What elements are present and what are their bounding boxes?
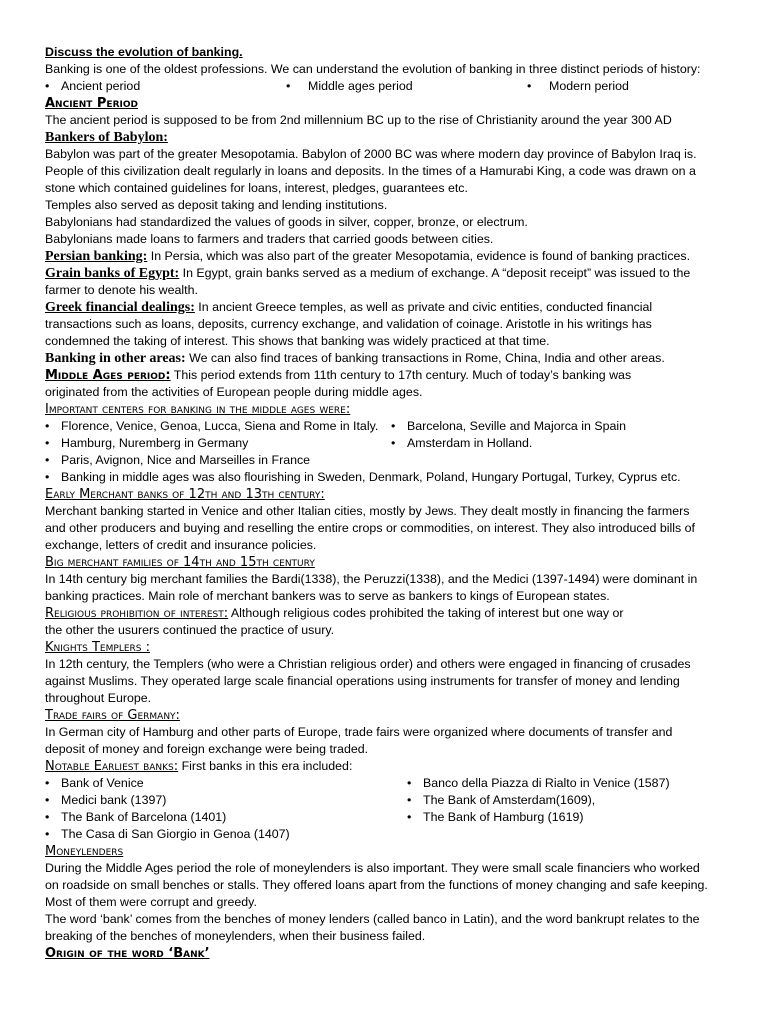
section-heading: Knights Templers : xyxy=(45,640,150,655)
list-item: • Banking in middle ages was also flourishing in Sweden, Denmark, Poland, Hungary Portugal, Turkey, Cyprus etc. xyxy=(45,470,681,484)
paragraph-line: Babylonians made loans to farmers and traders that carried goods between cities. xyxy=(45,232,494,246)
paragraph-line: throughout Europe. xyxy=(45,691,152,705)
paragraph-line: Babylon was part of the greater Mesopotamia. Babylon of 2000 BC was where modern day province of Babylon Iraq is. xyxy=(45,147,697,161)
paragraph-line: and other producers and buying and reselling the entire crops or commodities, on interest. They also introduced bills of xyxy=(45,521,695,535)
bullet-icon: • xyxy=(45,793,50,807)
bullet-icon: • xyxy=(407,793,412,807)
list-item: • Bank of Venice xyxy=(45,776,144,790)
paragraph-line: Temples also served as deposit taking and lending institutions. xyxy=(45,198,388,212)
section-heading: Big merchant families of 14th and 15th century xyxy=(45,555,315,570)
paragraph-line: In German city of Hamburg and other parts of Europe, trade fairs were organized where documents of transfer and xyxy=(45,725,673,739)
paragraph-line: on roadside on small benches or stalls. They offered loans apart from the functions of money changing and safe keeping. xyxy=(45,878,708,892)
document-title: Discuss the evolution of banking. xyxy=(45,45,243,59)
section-heading: Early Merchant banks of 12th and 13th century: xyxy=(45,487,325,502)
list-item: • Banco della Piazza di Rialto in Venice (1587) xyxy=(407,776,670,790)
bullet-icon: • xyxy=(45,470,50,484)
paragraph: Middle Ages period: This period extends from 11th century to 17th century. Much of today’s banking was xyxy=(45,368,632,383)
paragraph-line: In 12th century, the Templers (who were a Christian religious order) and others were engaged in financing of crusades xyxy=(45,657,691,671)
paragraph-line: deposit of money and foreign exchange were being traded. xyxy=(45,742,369,756)
list-item: • Hamburg, Nuremberg in Germany xyxy=(45,436,249,450)
notable-banks-list xyxy=(45,775,728,843)
section-heading: Origin of the word ‘Bank’ xyxy=(45,946,210,961)
paragraph-line: exchange, letters of credit and insurance policies. xyxy=(45,538,317,552)
bullet-icon: • xyxy=(391,419,396,433)
paragraph-line: stone which contained guidelines for loans, interest, pledges, guarantees etc. xyxy=(45,181,468,195)
bullet-icon: • xyxy=(45,827,50,841)
paragraph: Banking in other areas: We can also find traces of banking transactions in Rome, China, India and other areas. xyxy=(45,351,665,366)
paragraph-line: farmer to denote his wealth. xyxy=(45,283,198,297)
section-heading: Persian banking: xyxy=(45,249,148,264)
paragraph: The ancient period is supposed to be from 2nd millennium BC up to the rise of Christianity around the year 300 AD xyxy=(45,113,672,127)
section-heading: Ancient Period xyxy=(45,96,138,111)
bullet-icon: • xyxy=(45,419,50,433)
list-item: • Florence, Venice, Genoa, Lucca, Siena and Rome in Italy. xyxy=(45,419,379,433)
list-item: • Barcelona, Seville and Majorca in Spain xyxy=(391,419,627,433)
paragraph-line: Merchant banking started in Venice and other Italian cities, mostly by Jews. They dealt mostly in financing the farmers xyxy=(45,504,690,518)
paragraph-line: transactions such as loans, deposits, currency exchange, and validation of coinage. Aristotle in his writings has xyxy=(45,317,652,331)
bullet-icon: • xyxy=(527,79,532,93)
list-item: • The Casa di San Giorgio in Genoa (1407) xyxy=(45,827,290,841)
section-heading: Important centers for banking in the middle ages were: xyxy=(45,402,351,417)
list-item: • Middle ages period xyxy=(286,79,413,93)
bullet-icon: • xyxy=(391,436,396,450)
section-heading: Greek financial dealings: xyxy=(45,300,195,315)
section-heading: Moneylenders xyxy=(45,844,124,859)
section-heading: Trade fairs of Germany: xyxy=(45,708,180,723)
paragraph-line: People of this civilization dealt regularly in loans and deposits. In the times of a Hamurabi King, a code was drawn on a xyxy=(45,164,696,178)
paragraph: Notable Earliest banks: First banks in this era included: xyxy=(45,759,353,774)
paragraph-line: against Muslims. They operated large scale financial operations using instruments for transfer of money and lending xyxy=(45,674,680,688)
list-item: • The Bank of Hamburg (1619) xyxy=(407,810,584,824)
list-item: • The Bank of Barcelona (1401) xyxy=(45,810,227,824)
bullet-icon: • xyxy=(45,776,50,790)
periods-list xyxy=(45,78,728,95)
paragraph-line: In 14th century big merchant families the Bardi(1338), the Peruzzi(1338), and the Medici (1397-1494) were dominant in xyxy=(45,572,698,586)
paragraph: Grain banks of Egypt: In Egypt, grain banks served as a medium of exchange. A “deposit receipt” was issued to the xyxy=(45,266,691,281)
paragraph-line: The word ‘bank’ comes from the benches of money lenders (called banco in Latin), and the word bankrupt relates to the xyxy=(45,912,700,926)
list-item: • Modern period xyxy=(527,79,629,93)
section-heading: Notable Earliest banks: xyxy=(45,759,179,774)
paragraph-line: banking practices. Main role of merchant bankers was to serve as bankers to kings of European states. xyxy=(45,589,610,603)
list-item: • The Bank of Amsterdam(1609), xyxy=(407,793,596,807)
section-heading: Religious prohibition of interest: xyxy=(45,606,229,621)
bullet-icon: • xyxy=(45,810,50,824)
paragraph: Persian banking: In Persia, which was also part of the greater Mesopotamia, evidence is found of banking practices. xyxy=(45,249,691,264)
paragraph-line: originated from the activities of European people during middle ages. xyxy=(45,385,423,399)
paragraph-line: breaking of the benches of moneylenders, when their business failed. xyxy=(45,929,426,943)
section-heading: Grain banks of Egypt: xyxy=(45,266,180,281)
intro-paragraph: Banking is one of the oldest professions. We can understand the evolution of banking in three distinct periods of history: xyxy=(45,62,701,76)
paragraph-line: the other the usurers continued the practice of usury. xyxy=(45,623,335,637)
section-heading: Banking in other areas: xyxy=(45,351,186,366)
list-item: • Paris, Avignon, Nice and Marseilles in France xyxy=(45,453,311,467)
paragraph-line: condemned the taking of interest. This shows that banking was widely practiced at that time. xyxy=(45,334,550,348)
paragraph-line: During the Middle Ages period the role of moneylenders is also important. They were small scale financiers who worked xyxy=(45,861,700,875)
section-heading: Bankers of Babylon: xyxy=(45,130,168,145)
paragraph: Greek financial dealings: In ancient Greece temples, as well as private and civic entities, conducted financial xyxy=(45,300,653,315)
list-item: • Ancient period xyxy=(45,79,141,93)
bullet-icon: • xyxy=(45,79,50,93)
paragraph-line: Babylonians had standardized the values of goods in silver, copper, bronze, or electrum. xyxy=(45,215,528,229)
bullet-icon: • xyxy=(286,79,291,93)
bullet-icon: • xyxy=(407,810,412,824)
bullet-icon: • xyxy=(407,776,412,790)
bullet-icon: • xyxy=(45,436,50,450)
paragraph-line: Most of them were corrupt and greedy. xyxy=(45,895,257,909)
bullet-icon: • xyxy=(45,453,50,467)
section-heading: Middle Ages period: xyxy=(45,368,171,383)
list-item: • Medici bank (1397) xyxy=(45,793,167,807)
list-item: • Amsterdam in Holland. xyxy=(391,436,533,450)
centers-list xyxy=(45,418,728,469)
paragraph: Religious prohibition of interest: Although religious codes prohibited the taking of interest but one way or xyxy=(45,606,624,621)
